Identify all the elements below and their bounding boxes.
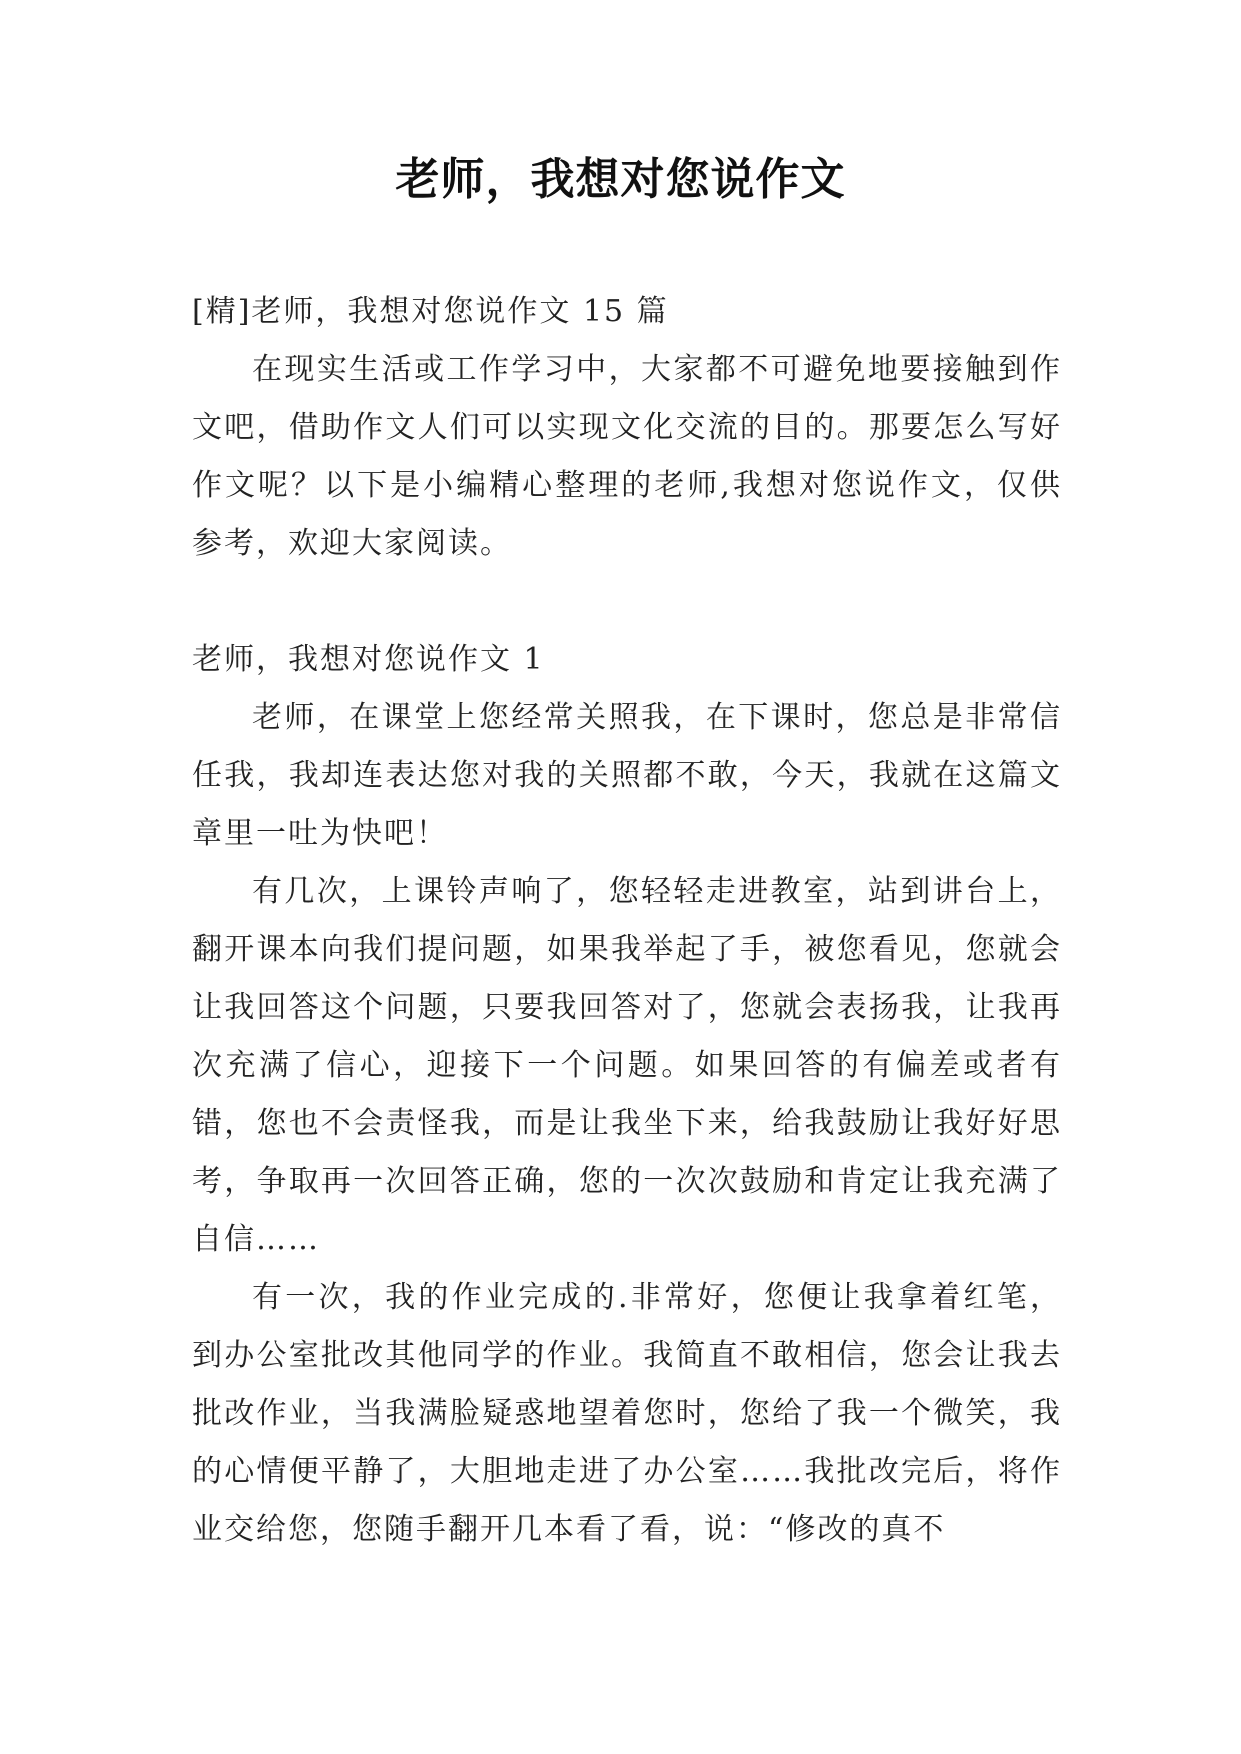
body-paragraph-3: 有一次，我的作业完成的.非常好，您便让我拿着红笔，到办公室批改其他同学的作业。我简直不敢相信，您会让我去批改作业，当我满脸疑惑地望着您时，您给了我一个微笑，我的心情便平静了，大胆地走进了办公室……我批改完后，将作业交给您，您随手翻开几本看了看，说：“修改的真不: [192, 1280, 1062, 1547]
paragraph-spacer: [192, 573, 1062, 631]
document-title: 老师，我想对您说作文: [395, 154, 846, 205]
body-paragraph-1: 老师，在课堂上您经常关照我，在下课时，您总是非常信任我，我却连表达您对我的关照都不敢，今天，我就在这篇文章里一吐为快吧！: [192, 700, 1062, 851]
document-body: [192, 283, 1062, 1559]
section-heading: 老师，我想对您说作文 1: [192, 642, 545, 677]
body-paragraph-2: 有几次，上课铃声响了，您轻轻走进教室，站到讲台上，翻开课本向我们提问题，如果我举起了手，被您看见，您就会让我回答这个问题，只要我回答对了，您就会表扬我，让我再次充满了信心，迎接下一个问题。如果回答的有偏差或者有错，您也不会责怪我，而是让我坐下来，给我鼓励让我好好思考，争取再一次回答正确，您的一次次鼓励和肯定让我充满了自信……: [192, 874, 1062, 1257]
intro-paragraph: 在现实生活或工作学习中，大家都不可避免地要接触到作文吧，借助作文人们可以实现文化交流的目的。那要怎么写好作文呢？以下是小编精心整理的老师,我想对您说作文，仅供参考，欢迎大家阅读。: [192, 352, 1062, 561]
document-subtitle: [精]老师，我想对您说作文 15 篇: [192, 294, 669, 329]
